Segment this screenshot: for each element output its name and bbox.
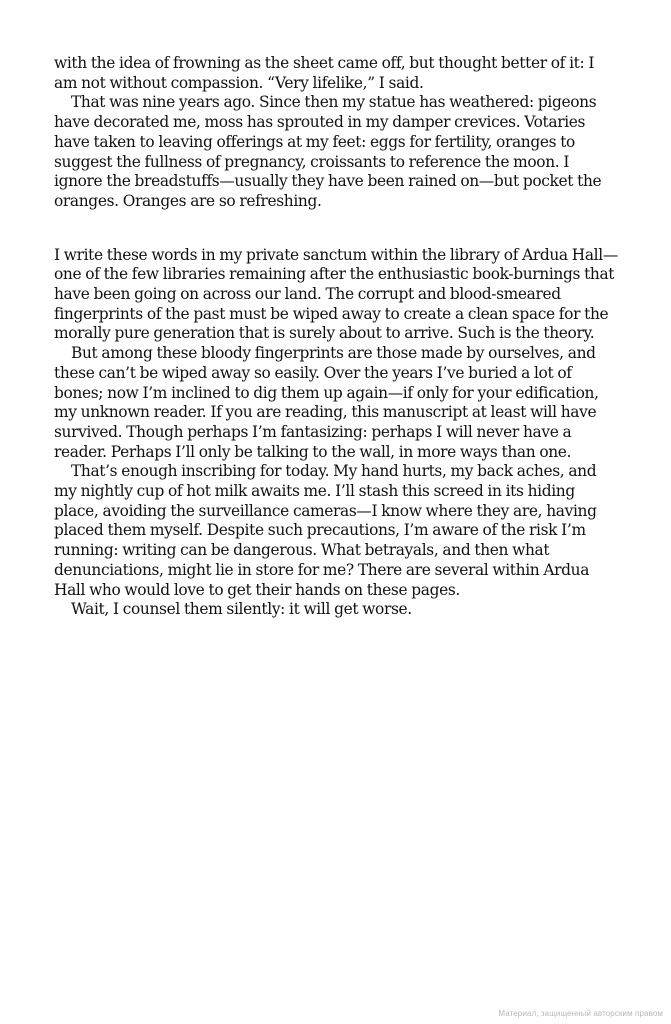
page-body	[54, 54, 620, 620]
paragraph-private-sanctum: I write these words in my private sanctum within the library of Ardua Hall—one of the few libraries remaining after the enthusiastic book-burnings that have been going on across our land. The corrupt and blood-smeared fingerprints of the past must be wiped away to create a clean space for the morally pure generation that is surely about to arrive. Such is the theory.	[54, 245, 618, 343]
section-break	[54, 212, 620, 246]
copyright-watermark: Материал, защищенный авторским правом	[498, 1009, 663, 1018]
paragraph-enough-inscribing: That’s enough inscribing for today. My hand hurts, my back aches, and my nightly cup of hot milk awaits me. I’ll stash this screed in its hiding place, avoiding the surveillance cameras—I know where they are, having placed them myself. Despite such precautions, I’m aware of the risk I’m running: writing can be dangerous. What betrayals, and then what denunciations, might lie in store for me? There are several within Ardua Hall who would love to get their hands on these pages.	[54, 462, 597, 599]
paragraph-bloody-fingerprints: But among these bloody fingerprints are those made by ourselves, and these can’t be wiped away so easily. Over the years I’ve buried a lot of bones; now I’m inclined to dig them up again—if only for your edification, my unknown reader. If you are reading, this manuscript at least will have survived. Though perhaps I’m fantasizing: perhaps I will never have a reader. Perhaps I’ll only be talking to the wall, in more ways than one.	[54, 344, 599, 461]
text-section-sanctum	[54, 246, 620, 620]
text-section-statue	[54, 54, 620, 212]
paragraph-wait: Wait, I counsel them silently: it will get worse.	[71, 600, 412, 619]
paragraph-nine-years-ago: That was nine years ago. Since then my statue has weathered: pigeons have decorated me, moss has sprouted in my damper crevices. Votaries have taken to leaving offerings at my feet: eggs for fertility, oranges to suggest the fullness of pregnancy, croissants to reference the moon. I ignore the breadstuffs—usually they have been rained on—but pocket the oranges. Oranges are so refreshing.	[54, 93, 602, 210]
paragraph-continuation: with the idea of frowning as the sheet came off, but thought better of it: I am not without compassion. “Very lifelike,” I said.	[54, 54, 595, 92]
